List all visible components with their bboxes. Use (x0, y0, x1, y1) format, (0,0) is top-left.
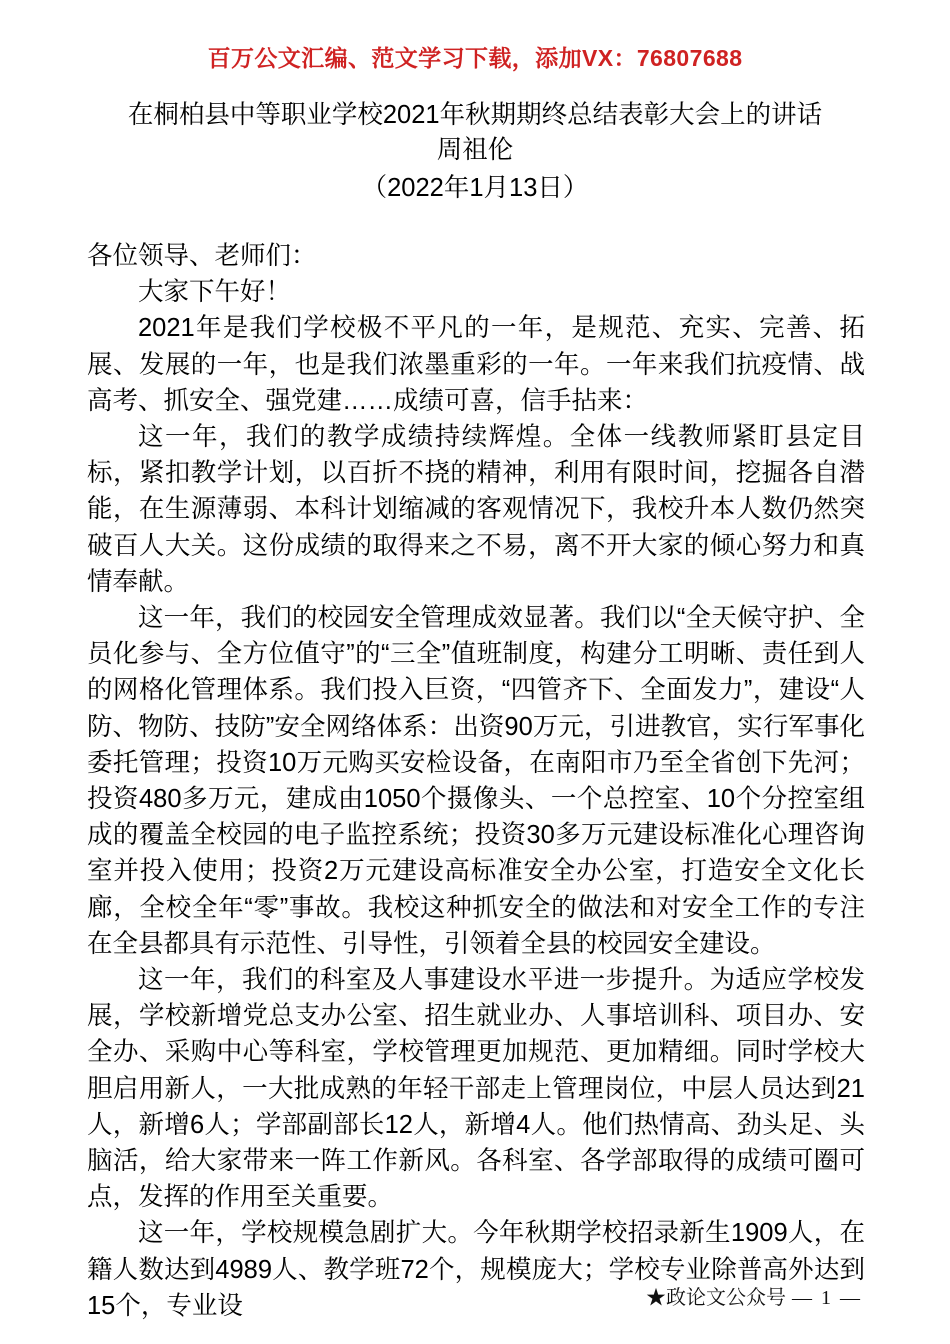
paragraph-salutation: 各位领导、老师们： (87, 242, 317, 270)
document-body (87, 238, 865, 1324)
paragraph-scale: 这一年，学校规模急剧扩大。今年秋期学校招录新生1909人，在籍人数达到4989人、教学班72个，规模庞大；学校专业除普高外达到15个，专业设 (87, 1219, 865, 1320)
paragraph-safety: 这一年，我们的校园安全管理成效显著。我们以“全天候守护、全员化参与、全方位值守”的“三全”值班制度，构建分工明晰、责任到人的网格化管理体系。我们投入巨资，“四管齐下、全面发力”，建设“人防、物防、技防”安全网络体系：出资90万元，引进教官，实行军事化委托管理；投资10万元购买安检设备，在南阳市乃至全省创下先河；投资480多万元，建成由1050个摄像头、一个总控室、10个分控室组成的覆盖全校园的电子监控系统；投资30多万元建设标准化心理咨询室并投入使用；投资2万元建设高标准安全办公室，打造安全文化长廊，全校全年“零”事故。我校这种抓安全的做法和对安全工作的专注在全县都具有示范性、引导性，引领着全县的校园安全建设。 (87, 604, 865, 958)
promo-banner: 百万公文汇编、范文学习下载，添加VX：76807688 (207, 45, 743, 71)
page-footer (0, 1281, 950, 1310)
paragraph-teaching: 这一年，我们的教学成绩持续辉煌。全体一线教师紧盯县定目标，紧扣教学计划，以百折不挠的精神，利用有限时间，挖掘各自潜能，在生源薄弱、本科计划缩减的客观情况下，我校升本人数仍然突破百人大关。这份成绩的取得来之不易，离不开大家的倾心努力和真情奉献。 (87, 423, 865, 596)
footer-brand-label: ★政论文公众号 (646, 1287, 786, 1309)
paragraph-personnel: 这一年，我们的科室及人事建设水平进一步提升。为适应学校发展，学校新增党总支办公室、招生就业办、人事培训科、项目办、安全办、采购中心等科室，学校管理更加规范、更加精细。同时学校大胆启用新人，一大批成熟的年轻干部走上管理岗位，中层人员达到21人，新增6人；学部副部长12人，新增4人。他们热情高、劲头足、头脑活，给大家带来一阵工作新风。各科室、各学部取得的成绩可圈可点，发挥的作用至关重要。 (87, 966, 865, 1212)
document-date: （2022年1月13日） (361, 174, 589, 202)
page-number: — 1 — (792, 1287, 862, 1309)
paragraph-opening: 2021年是我们学校极不平凡的一年，是规范、充实、完善、拓展、发展的一年，也是我们浓墨重彩的一年。一年来我们抗疫情、战高考、抓安全、强党建……成绩可喜，信手拈来： (87, 314, 865, 415)
paragraph-greeting: 大家下午好！ (138, 278, 292, 307)
page-title: 在桐柏县中等职业学校2021年秋期期终总结表彰大会上的讲话 (127, 101, 823, 129)
document-author: 周祖伦 (436, 136, 514, 164)
title-block (0, 98, 950, 208)
